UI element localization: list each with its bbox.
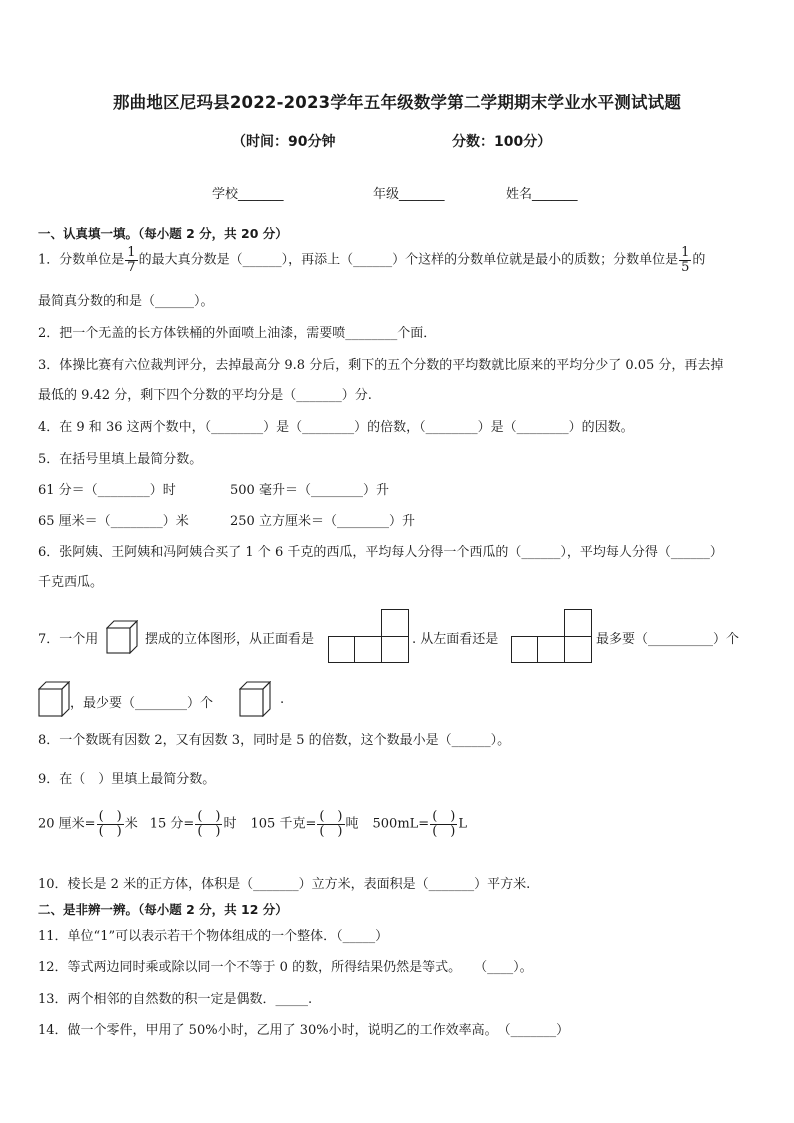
- q5-item-4: [230, 510, 415, 529]
- question-14: [38, 1019, 569, 1038]
- q1-text-d: ）个这样的分数单位就是最小的质数；分数单位是: [392, 252, 679, 268]
- q7-text-f: ，最少要（: [70, 696, 136, 711]
- q8-text-a: 8．一个数既有因数 2，又有因数 3，同时是 5 的倍数，这个数最小是（: [38, 733, 452, 748]
- q4-answer-blank-4[interactable]: ________: [516, 420, 569, 435]
- q9-item-3-pre: 105 千克=: [250, 816, 317, 832]
- q2-text-b: 个面．: [397, 326, 437, 341]
- q7-text-d: 最多要（: [596, 632, 649, 647]
- question-6-line-2: 千克西瓜。: [38, 575, 104, 590]
- question-1: [38, 246, 705, 274]
- cube-icon-2: [38, 681, 70, 717]
- q1-answer-blank-2[interactable]: ______: [353, 252, 393, 268]
- question-9: 9．在（ ）里填上最简分数。: [38, 772, 216, 787]
- q12-text-b: ）。: [513, 960, 533, 975]
- q10-answer-blank-1[interactable]: _______: [253, 877, 299, 892]
- question-5: 5．在括号里填上最简分数。: [38, 452, 203, 467]
- q1-text-b: 的最大真分数是（: [138, 252, 243, 268]
- q9-item-1-post: 米: [124, 816, 138, 832]
- question-8: [38, 729, 510, 748]
- q5-item-2-pre: 500 毫升＝（: [230, 483, 311, 498]
- q1-text-f: 最简真分数的和是（: [38, 294, 156, 309]
- q3-text-a: 最低的 9.42 分，剩下四个分数的平均分是（: [38, 388, 297, 403]
- q2-text-a: 2．把一个无盖的长方体铁桶的外面喷上油漆，需要喷: [38, 326, 346, 341]
- q4-text-d: ）是（: [477, 420, 517, 435]
- q5-answer-blank-3[interactable]: ________: [110, 514, 163, 529]
- q10-text-c: ）平方米.: [474, 877, 531, 892]
- question-1-line-2: [38, 290, 214, 309]
- q12-text-a: 12．等式两边同时乘或除以同一个不等于 0 的数，所得结果仍然是等式。 （: [38, 960, 488, 975]
- q7-text-b: 摆成的立体图形，从正面看是: [145, 632, 315, 647]
- q9-answer-fraction-3[interactable]: $\frac{( )}{( )}$: [319, 809, 343, 839]
- question-2: [38, 322, 436, 341]
- left-view-grid: [511, 609, 592, 664]
- q1-text-e: 的: [692, 252, 706, 268]
- question-10: [38, 873, 530, 892]
- q10-answer-blank-2[interactable]: _______: [428, 877, 475, 892]
- q1-text-c: ），再添上（: [281, 252, 354, 268]
- q8-text-b: ）。: [490, 733, 511, 748]
- q4-text-c: ）的倍数，（: [354, 420, 426, 435]
- q5-item-4-post: ）升: [388, 514, 415, 529]
- q7-answer-blank-1[interactable]: __________: [648, 632, 714, 647]
- q5-item-2: [230, 479, 389, 498]
- q13-answer-blank[interactable]: _____: [275, 992, 309, 1007]
- q9-item-2-pre: 15 分=: [149, 816, 195, 832]
- q10-text-a: 10．棱长是 2 米的正方体，体积是（: [38, 877, 254, 892]
- q7-text-c: . 从左面看还是: [412, 632, 499, 647]
- q5-item-3-post: ）米: [162, 514, 189, 529]
- question-6: [38, 541, 723, 560]
- section-2-heading: 二、是非辨一辨。（每小题 2 分，共 12 分）: [38, 902, 288, 917]
- q11-answer-blank[interactable]: _____: [342, 929, 376, 944]
- cube-icon-3: [239, 681, 271, 717]
- q7-line-1-end: [596, 628, 739, 647]
- q14-text-b: ）: [556, 1023, 570, 1038]
- page-title: 那曲地区尼玛县2022-2023学年五年级数学第二学期期末学业水平测试试题: [112, 93, 682, 112]
- fraction-1-7: $\frac{1}{7}$: [127, 245, 136, 275]
- q1-text-a: 1．分数单位是: [38, 252, 125, 268]
- q13-text-a: 13．两个相邻的自然数的积一定是偶数．: [38, 992, 276, 1007]
- q5-answer-blank-2[interactable]: ________: [310, 483, 363, 498]
- q5-item-3-pre: 65 厘米＝（: [38, 514, 111, 529]
- q3-text-b: ）分.: [341, 388, 372, 403]
- section-1-heading: 一、认真填一填。（每小题 2 分，共 20 分）: [38, 226, 288, 241]
- q4-text-a: 4．在 9 和 36 这两个数中，（: [38, 420, 212, 435]
- fraction-1-5: $\frac{1}{5}$: [681, 245, 690, 275]
- name-field[interactable]: 姓名_______: [506, 187, 578, 202]
- q6-answer-blank-1[interactable]: ______: [521, 545, 561, 560]
- q7-text-a: 7．一个用: [38, 632, 99, 647]
- q4-text-e: ）的因数。: [568, 420, 634, 435]
- q9-answer-fraction-2[interactable]: $\frac{( )}{( )}$: [197, 809, 221, 839]
- school-field[interactable]: 学校_______: [212, 187, 284, 202]
- q4-answer-blank-3[interactable]: ________: [425, 420, 478, 435]
- q5-item-1: [38, 479, 176, 498]
- q9-items: [38, 810, 467, 838]
- q5-item-1-post: ）时: [149, 483, 176, 498]
- question-13: [38, 988, 312, 1007]
- q5-item-1-pre: 61 分＝（: [38, 483, 98, 498]
- question-12: [38, 956, 533, 975]
- q11-text-a: 11．单位“1”可以表示若干个物体组成的一个整体．（: [38, 929, 343, 944]
- q12-answer-blank[interactable]: ____: [487, 960, 514, 975]
- q8-answer-blank[interactable]: ______: [451, 733, 491, 748]
- q9-answer-fraction-4[interactable]: $\frac{( )}{( )}$: [432, 809, 456, 839]
- q5-answer-blank-1[interactable]: ________: [97, 483, 150, 498]
- q2-answer-blank[interactable]: ________: [345, 326, 398, 341]
- question-3-line-2: [38, 384, 372, 403]
- q7-text-e: ）个: [713, 632, 740, 647]
- grade-field[interactable]: 年级_______: [373, 187, 445, 202]
- q14-text-a: 14．做一个零件，甲用了 50%小时，乙用了 30%小时，说明乙的工作效率高。 （: [38, 1023, 511, 1038]
- q5-item-2-post: ）升: [362, 483, 389, 498]
- q3-answer-blank[interactable]: _______: [296, 388, 342, 403]
- q9-item-3-post: 吨: [345, 816, 359, 832]
- q4-answer-blank-1[interactable]: ________: [211, 420, 264, 435]
- q6-answer-blank-2[interactable]: ______: [670, 545, 710, 560]
- q7-text-h: .: [280, 692, 285, 707]
- q6-text-a: 6．张阿姨、王阿姨和冯阿姨合买了 1 个 6 千克的西瓜，平均每人分得一个西瓜的（: [38, 545, 522, 560]
- q5-answer-blank-4[interactable]: ________: [336, 514, 389, 529]
- q14-answer-blank[interactable]: _______: [510, 1023, 557, 1038]
- q10-text-b: ）立方米，表面积是（: [298, 877, 429, 892]
- question-3: 3．体操比赛有六位裁判评分，去掉最高分 9.8 分后，剩下的五个分数的平均数就比原来的平均分少了 0.05 分，再去掉: [38, 358, 724, 373]
- q4-answer-blank-2[interactable]: ________: [302, 420, 355, 435]
- exam-score: 分数：100分）: [452, 134, 552, 150]
- q5-item-4-pre: 250 立方厘米＝（: [230, 514, 337, 529]
- q7-text-g: ）个: [187, 696, 214, 711]
- q6-text-b: ），平均每人分得（: [560, 545, 671, 560]
- q7-answer-blank-2[interactable]: ________: [135, 696, 188, 711]
- q5-item-3: [38, 510, 189, 529]
- q9-item-4-post: L: [458, 816, 467, 832]
- q1-answer-blank-1[interactable]: ______: [242, 252, 282, 268]
- cube-icon: [106, 620, 138, 654]
- question-4: [38, 416, 634, 435]
- exam-time: （时间：90分钟: [232, 134, 336, 150]
- q9-item-2-post: 时: [223, 816, 237, 832]
- question-11: [38, 925, 388, 944]
- q13-text-b: .: [308, 992, 313, 1007]
- q7-line-2: [70, 692, 213, 711]
- q9-item-1-pre: 20 厘米=: [38, 816, 96, 832]
- q6-text-c: ）: [709, 545, 723, 560]
- q9-answer-fraction-1[interactable]: $\frac{( )}{( )}$: [98, 809, 122, 839]
- q9-item-4-pre: 500mL=: [372, 816, 430, 832]
- q11-text-b: ）: [375, 929, 389, 944]
- front-view-grid: [328, 609, 409, 664]
- q4-text-b: ）是（: [263, 420, 303, 435]
- q1-answer-blank-3[interactable]: ______: [155, 294, 195, 309]
- q1-text-g: ）。: [194, 294, 214, 309]
